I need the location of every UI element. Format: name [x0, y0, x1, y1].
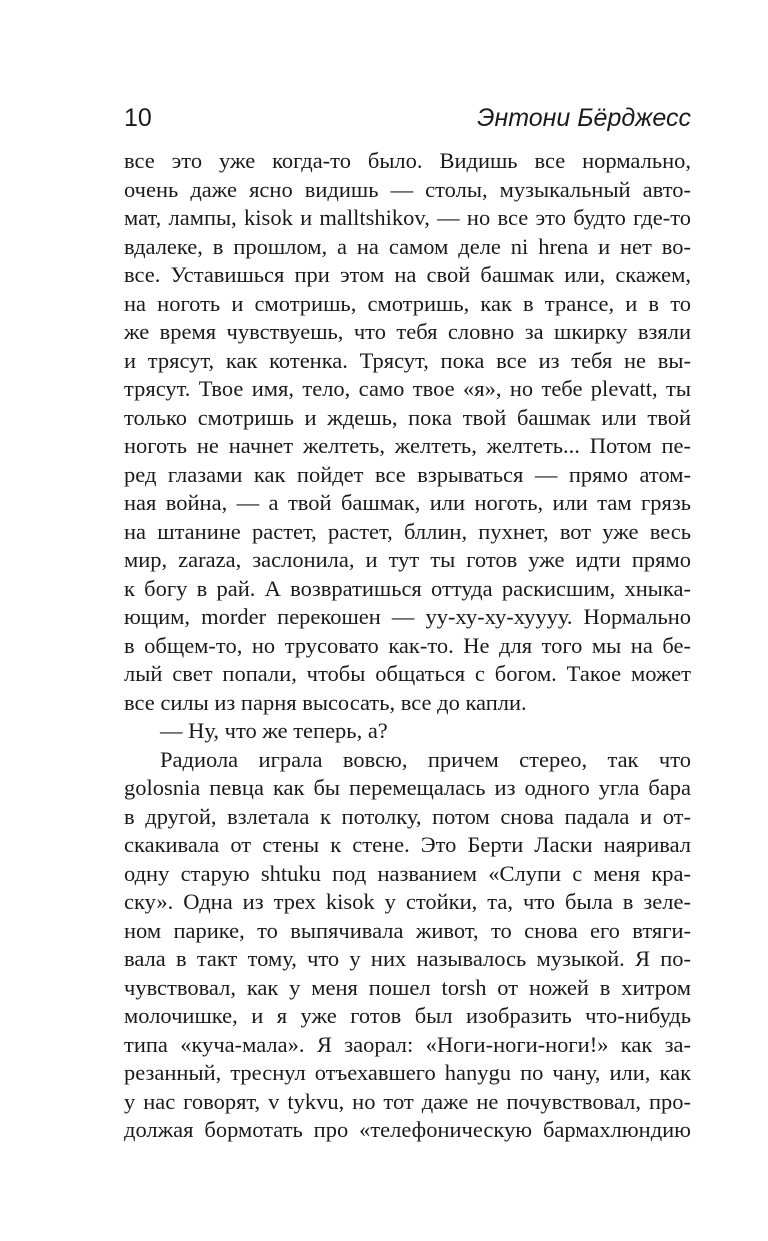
text-line: мат, лампы, kisok и malltshikov, — но все это будто где-то [124, 205, 691, 230]
text-line: одну старую shtuku под названием «Слупи с меня кра- [124, 860, 691, 886]
text-line: должая бормотать про «телефоническую бармахлюндию [124, 1117, 691, 1142]
text-line: все. Уставишься при этом на свой башмак или, скажем, [124, 262, 691, 287]
dialogue-line: — Ну, что же теперь, а? [160, 718, 388, 743]
text-line: ску». Одна из трех kisok у стойки, та, что была в зеле- [124, 889, 691, 914]
running-head-author: Энтони Бёрджесс [477, 104, 691, 132]
text-line: в другой, взлетала к потолку, потом снова падала и от- [124, 803, 691, 829]
text-line: все это уже когда-то было. Видишь все нормально, [124, 148, 691, 173]
text-line: Радиола играла вовсю, причем стерео, так что [160, 746, 691, 772]
text-line: молочишке, и я уже готов был изобразить что-нибудь [124, 1003, 691, 1028]
text-line: мир, zaraza, заслонила, и тут ты готов уже идти прямо [124, 547, 691, 572]
text-line: только смотришь и ждешь, пока твой башмак или твой [124, 404, 691, 430]
text-line: и трясут, как котенка. Трясут, пока все из тебя не вы- [124, 347, 691, 373]
page-number: 10 [124, 104, 152, 132]
text-line: на штанине растет, растет, бллин, пухнет, вот уже весь [124, 518, 691, 544]
text-line: типа «куча-мала». Я заорал: «Ноги-ноги-ноги!» как за- [124, 1031, 691, 1057]
text-line: трясут. Твое имя, тело, само твое «я», но тебе plevatt, ты [124, 376, 691, 401]
text-line: к богу в рай. А возвратишься оттуда раскисшим, хныка- [124, 575, 691, 601]
text-line: лый свет попали, чтобы общаться с богом. Такое может [124, 661, 691, 686]
page-header [124, 100, 691, 136]
text-line: резанный, треснул отъехавшего hanygu по чану, или, как [124, 1060, 691, 1085]
text-line: вала в такт тому, что у них называлось музыкой. Я по- [124, 946, 691, 971]
text-line: ном парике, то выпячивала живот, то снова его втяги- [124, 917, 691, 943]
text-line: ная война, — а твой башмак, или ноготь, или там грязь [124, 490, 691, 515]
text-line: ющим, morder перекошен — уу-ху-ху-хуууу. Нормально [124, 604, 691, 629]
text-line: ред глазами как пойдет все взрываться — прямо атом- [124, 461, 691, 487]
text-line: на ноготь и смотришь, смотришь, как в трансе, и в то [124, 290, 691, 316]
text-line: golosnia певца как бы перемещалась из одного угла бара [124, 775, 691, 800]
text-line: у нас говорят, v tykvu, но тот даже не почувствовал, про- [124, 1088, 691, 1114]
text-line: ноготь не начнет желтеть, желтеть, желтеть... Потом пе- [124, 433, 691, 458]
text-line: все силы из парня высосать, все до капли. [124, 689, 527, 715]
text-line: же время чувствуешь, что тебя словно за шкирку взяли [124, 319, 691, 344]
text-line: скакивала от стены к стене. Это Берти Ласки наяривал [124, 832, 691, 857]
text-line: в общем-то, но трусовато как-то. Не для того мы на бе- [124, 632, 691, 658]
text-line: очень даже ясно видишь — столы, музыкальный авто- [124, 176, 691, 202]
body-text [124, 147, 691, 1145]
text-line: чувствовал, как у меня пошел torsh от ножей в хитром [124, 974, 691, 1000]
text-line: вдалеке, в прошлом, а на самом деле ni hrena и нет во- [124, 233, 691, 259]
